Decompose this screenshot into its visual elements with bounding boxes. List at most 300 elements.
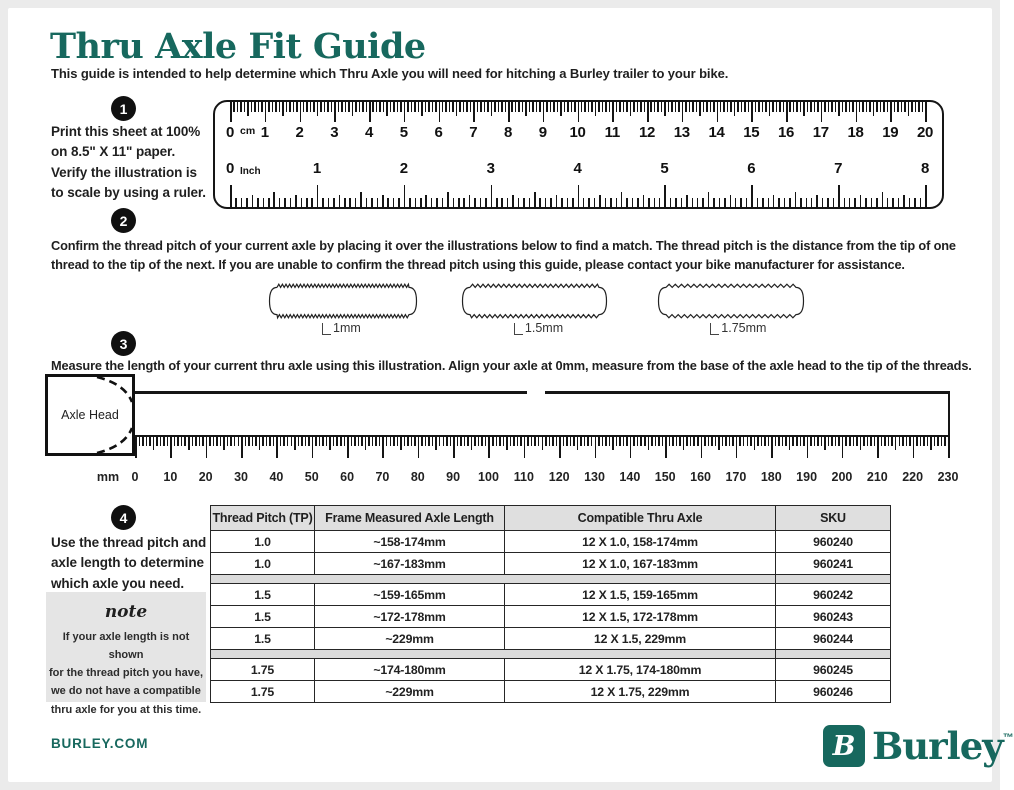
axle-tick bbox=[453, 437, 455, 458]
inch-tick bbox=[246, 198, 248, 207]
cm-tick bbox=[588, 102, 590, 112]
cm-tick bbox=[567, 102, 569, 112]
cm-tick bbox=[529, 102, 531, 112]
inch-tick bbox=[550, 198, 552, 207]
cm-tick bbox=[261, 102, 263, 112]
axle-tick bbox=[902, 437, 904, 446]
cm-tick bbox=[862, 102, 864, 112]
cm-tick bbox=[445, 102, 447, 112]
cm-tick bbox=[505, 102, 507, 112]
axle-tick bbox=[340, 437, 342, 446]
cm-tick bbox=[345, 102, 347, 112]
axle-number: 20 bbox=[198, 470, 213, 484]
axle-tick bbox=[573, 437, 575, 446]
step-4-text: Use the thread pitch and axle length to determine which axle you need. bbox=[51, 535, 207, 591]
axle-tick bbox=[810, 437, 812, 446]
inch-tick bbox=[355, 198, 357, 207]
inch-tick bbox=[268, 198, 270, 207]
cm-tick bbox=[786, 102, 788, 122]
table-cell: 960242 bbox=[776, 584, 891, 606]
axle-tick bbox=[421, 437, 423, 446]
inch-tick bbox=[719, 198, 721, 207]
axle-tick bbox=[209, 437, 211, 446]
cm-tick bbox=[699, 102, 701, 116]
cm-tick bbox=[737, 102, 739, 112]
inch-number: 4 bbox=[573, 160, 582, 177]
cm-tick bbox=[817, 102, 819, 112]
cm-tick bbox=[644, 102, 646, 112]
axle-tick bbox=[372, 437, 374, 446]
cm-tick bbox=[856, 102, 858, 122]
cm-tick bbox=[630, 102, 632, 116]
inch-tick bbox=[746, 198, 748, 207]
cm-number: 17 bbox=[812, 124, 829, 141]
inch-tick bbox=[474, 198, 476, 207]
inch-tick bbox=[328, 198, 330, 207]
cm-tick bbox=[369, 102, 371, 122]
cm-tick bbox=[553, 102, 555, 112]
cm-tick bbox=[897, 102, 899, 112]
axle-tick bbox=[400, 437, 402, 450]
axle-tick bbox=[930, 437, 932, 450]
cm-tick bbox=[327, 102, 329, 112]
axle-tick bbox=[648, 437, 650, 450]
cm-tick bbox=[324, 102, 326, 112]
table-header-cell: Thread Pitch (TP) bbox=[211, 506, 315, 531]
axle-tick bbox=[807, 437, 809, 458]
axle-number: 210 bbox=[866, 470, 888, 484]
inch-tick bbox=[534, 192, 536, 207]
inch-tick bbox=[675, 198, 677, 207]
cm-tick bbox=[595, 102, 597, 116]
cm-tick bbox=[511, 102, 513, 112]
cm-tick bbox=[466, 102, 468, 112]
axle-tick bbox=[308, 437, 310, 446]
axle-tick bbox=[411, 437, 413, 446]
inch-tick bbox=[659, 198, 661, 207]
cm-tick bbox=[908, 102, 910, 116]
axle-tick bbox=[739, 437, 741, 446]
cm-tick bbox=[637, 102, 639, 112]
cm-tick bbox=[623, 102, 625, 112]
inch-tick bbox=[458, 198, 460, 207]
cm-tick bbox=[240, 102, 242, 112]
axle-tick bbox=[259, 437, 261, 450]
inch-tick bbox=[420, 198, 422, 207]
inch-tick bbox=[854, 198, 856, 207]
axle-tick bbox=[718, 437, 720, 450]
inch-tick bbox=[909, 198, 911, 207]
cm-tick bbox=[456, 102, 458, 116]
cm-tick bbox=[876, 102, 878, 112]
axle-tick bbox=[683, 437, 685, 450]
cm-number: 10 bbox=[569, 124, 586, 141]
cm-tick bbox=[779, 102, 781, 112]
cm-tick bbox=[901, 102, 903, 112]
inch-tick bbox=[339, 195, 341, 207]
cm-tick bbox=[689, 102, 691, 112]
inch-tick bbox=[436, 198, 438, 207]
axle-tick bbox=[891, 437, 893, 446]
note-text: If your axle length is not shown for the thread pitch you have, we do not have a compatible thru axle for you at this time. bbox=[48, 631, 204, 716]
axle-tick bbox=[623, 437, 625, 446]
axle-tick bbox=[319, 437, 321, 446]
cm-tick bbox=[598, 102, 600, 112]
cm-tick bbox=[584, 102, 586, 112]
axle-tick bbox=[393, 437, 395, 446]
table-header-cell: SKU bbox=[776, 506, 891, 531]
cm-tick bbox=[279, 102, 281, 112]
axle-tick bbox=[754, 437, 756, 450]
inch-tick bbox=[393, 198, 395, 207]
axle-tick bbox=[563, 437, 565, 446]
table-cell: 960245 bbox=[776, 659, 891, 681]
axle-tick bbox=[888, 437, 890, 446]
cm-tick bbox=[609, 102, 611, 112]
cm-tick bbox=[306, 102, 308, 112]
cm-tick bbox=[282, 102, 284, 116]
inch-tick bbox=[795, 192, 797, 207]
cm-tick bbox=[581, 102, 583, 112]
guide-page bbox=[8, 8, 1014, 782]
axle-tick bbox=[273, 437, 275, 446]
axle-tick bbox=[142, 437, 144, 446]
step-3-text: Measure the length of your current thru axle using this illustration. Align your axle at 0mm, measure from the base of the axle head to the tip of the threads. bbox=[51, 358, 972, 373]
website-link[interactable]: BURLEY.COM bbox=[51, 736, 149, 751]
table-cell: 960243 bbox=[776, 606, 891, 628]
cm-tick bbox=[758, 102, 760, 112]
axle-number: 120 bbox=[548, 470, 570, 484]
axle-tick bbox=[913, 437, 915, 458]
cm-number: 6 bbox=[434, 124, 443, 141]
inch-tick bbox=[811, 198, 813, 207]
axle-number: 60 bbox=[340, 470, 355, 484]
inch-tick bbox=[317, 185, 319, 207]
table-spacer-row bbox=[211, 575, 891, 584]
axle-number: 230 bbox=[937, 470, 959, 484]
inch-tick bbox=[594, 198, 596, 207]
axle-tick bbox=[252, 437, 254, 446]
cm-tick bbox=[578, 102, 580, 122]
axle-tick bbox=[294, 437, 296, 450]
axle-tick bbox=[909, 437, 911, 446]
cm-tick bbox=[296, 102, 298, 112]
inch-tick bbox=[637, 198, 639, 207]
cm-tick bbox=[664, 102, 666, 116]
axle-tick bbox=[796, 437, 798, 446]
axle-number: 190 bbox=[796, 470, 818, 484]
axle-tick bbox=[241, 437, 243, 458]
axle-tick bbox=[881, 437, 883, 446]
burley-logo-icon bbox=[823, 725, 865, 767]
inch-number: 8 bbox=[920, 160, 930, 177]
inch-tick bbox=[833, 198, 835, 207]
axle-tick bbox=[213, 437, 215, 446]
cm-tick bbox=[303, 102, 305, 112]
axle-tick bbox=[764, 437, 766, 446]
cm-tick bbox=[515, 102, 517, 112]
table-cell: 12 X 1.0, 158-174mm bbox=[505, 531, 776, 553]
cm-tick bbox=[703, 102, 705, 112]
axle-tick bbox=[457, 437, 459, 446]
cm-number: 15 bbox=[743, 124, 760, 141]
axle-tick bbox=[817, 437, 819, 446]
axle-tick bbox=[478, 437, 480, 446]
inch-tick bbox=[724, 198, 726, 207]
table-cell: 12 X 1.5, 172-178mm bbox=[505, 606, 776, 628]
cm-number: 3 bbox=[330, 124, 339, 141]
step-2-badge: 2 bbox=[111, 208, 136, 233]
axle-tick bbox=[425, 437, 427, 446]
axle-tick bbox=[153, 437, 155, 450]
cm-tick bbox=[275, 102, 277, 112]
axle-tick bbox=[234, 437, 236, 446]
axle-tick bbox=[269, 437, 271, 446]
axle-tick bbox=[407, 437, 409, 446]
axle-tick bbox=[598, 437, 600, 446]
cm-tick bbox=[633, 102, 635, 112]
inch-tick bbox=[491, 185, 493, 207]
cm-tick bbox=[824, 102, 826, 112]
axle-tick bbox=[390, 437, 392, 446]
inch-tick bbox=[382, 195, 384, 207]
axle-tick bbox=[690, 437, 692, 446]
inch-tick bbox=[545, 198, 547, 207]
axle-tick bbox=[800, 437, 802, 446]
inch-tick bbox=[849, 198, 851, 207]
axle-tick bbox=[414, 437, 416, 446]
cm-tick bbox=[762, 102, 764, 112]
axle-tick bbox=[686, 437, 688, 446]
cm-tick bbox=[866, 102, 868, 112]
cm-tick bbox=[390, 102, 392, 112]
cm-number: 19 bbox=[882, 124, 899, 141]
cm-tick bbox=[362, 102, 364, 112]
axle-shaft-end-cap bbox=[948, 391, 951, 437]
axle-tick bbox=[916, 437, 918, 446]
cm-tick bbox=[442, 102, 444, 112]
table-row bbox=[211, 628, 891, 650]
cm-tick bbox=[675, 102, 677, 112]
axle-tick bbox=[446, 437, 448, 446]
cm-tick bbox=[518, 102, 520, 112]
cm-tick bbox=[348, 102, 350, 112]
inch-tick bbox=[740, 198, 742, 207]
axle-tick bbox=[499, 437, 501, 446]
cm-tick bbox=[800, 102, 802, 112]
inch-tick bbox=[816, 195, 818, 207]
cm-tick bbox=[925, 102, 927, 122]
inch-tick bbox=[898, 198, 900, 207]
cm-tick bbox=[425, 102, 427, 112]
cm-tick bbox=[564, 102, 566, 112]
step-1-badge: 1 bbox=[111, 96, 136, 121]
axle-tick bbox=[715, 437, 717, 446]
cm-tick bbox=[904, 102, 906, 112]
cm-tick bbox=[730, 102, 732, 112]
axle-tick bbox=[167, 437, 169, 446]
inch-tick bbox=[708, 192, 710, 207]
cm-tick bbox=[657, 102, 659, 112]
axle-shaft-top-line-right bbox=[545, 391, 950, 394]
inch-tick bbox=[605, 198, 607, 207]
inch-tick bbox=[344, 198, 346, 207]
axle-tick bbox=[524, 437, 526, 458]
cm-tick bbox=[619, 102, 621, 112]
trademark-symbol: ™ bbox=[1002, 732, 1014, 744]
inch-tick bbox=[496, 198, 498, 207]
table-cell: 1.75 bbox=[211, 681, 315, 703]
inch-tick bbox=[713, 198, 715, 207]
table-cell: 1.5 bbox=[211, 628, 315, 650]
inch-number: 5 bbox=[660, 160, 669, 177]
axle-tick bbox=[397, 437, 399, 446]
axle-tick bbox=[559, 437, 561, 458]
axle-tick bbox=[697, 437, 699, 446]
cm-tick bbox=[744, 102, 746, 112]
axle-tick bbox=[336, 437, 338, 446]
axle-tick bbox=[552, 437, 554, 446]
axle-tick bbox=[602, 437, 604, 446]
cm-tick bbox=[400, 102, 402, 112]
inch-tick bbox=[480, 198, 482, 207]
inch-tick bbox=[697, 198, 699, 207]
table-cell: ~159-165mm bbox=[315, 584, 505, 606]
cm-tick bbox=[859, 102, 861, 112]
axle-tick bbox=[771, 437, 773, 458]
axle-tick bbox=[835, 437, 837, 446]
table-cell: 12 X 1.0, 167-183mm bbox=[505, 553, 776, 575]
inch-tick bbox=[290, 198, 292, 207]
note-box bbox=[46, 592, 206, 716]
table-cell: ~167-183mm bbox=[315, 553, 505, 575]
inch-unit-label: Inch bbox=[240, 166, 261, 177]
axle-tick bbox=[867, 437, 869, 446]
axle-tick bbox=[386, 437, 388, 446]
axle-tick bbox=[944, 437, 946, 446]
inch-tick bbox=[702, 198, 704, 207]
table-cell: 1.5 bbox=[211, 584, 315, 606]
axle-tick bbox=[747, 437, 749, 446]
axle-tick bbox=[814, 437, 816, 446]
axle-tick bbox=[651, 437, 653, 446]
axle-tick bbox=[934, 437, 936, 446]
axle-tick bbox=[775, 437, 777, 446]
axle-tick bbox=[255, 437, 257, 446]
inch-tick bbox=[865, 198, 867, 207]
axle-tick bbox=[884, 437, 886, 446]
axle-tick bbox=[181, 437, 183, 446]
axle-tick bbox=[488, 437, 490, 458]
cm-number: 12 bbox=[638, 124, 656, 141]
axle-tick bbox=[301, 437, 303, 446]
logo-letter: B bbox=[832, 730, 856, 762]
inch-tick bbox=[578, 185, 580, 207]
cm-tick bbox=[772, 102, 774, 112]
axle-tick bbox=[443, 437, 445, 446]
axle-tick bbox=[375, 437, 377, 446]
axle-tick bbox=[662, 437, 664, 446]
inch-tick bbox=[523, 198, 525, 207]
inch-tick bbox=[398, 198, 400, 207]
axle-tick bbox=[471, 437, 473, 450]
axle-tick bbox=[365, 437, 367, 450]
cm-tick bbox=[386, 102, 388, 116]
axle-tick bbox=[496, 437, 498, 446]
inch-tick bbox=[425, 195, 427, 207]
axle-tick bbox=[655, 437, 657, 446]
axle-tick bbox=[658, 437, 660, 446]
cm-tick bbox=[491, 102, 493, 116]
cm-tick bbox=[331, 102, 333, 112]
table-cell: ~158-174mm bbox=[315, 531, 505, 553]
logo-wordmark: Burley bbox=[872, 724, 1003, 768]
axle-tick bbox=[492, 437, 494, 446]
cm-tick bbox=[849, 102, 851, 112]
inch-tick bbox=[230, 185, 232, 207]
cm-number: 14 bbox=[708, 124, 725, 141]
table-cell: 960240 bbox=[776, 531, 891, 553]
cm-tick bbox=[720, 102, 722, 112]
axle-tick bbox=[785, 437, 787, 446]
axle-tick bbox=[139, 437, 141, 446]
note-title: note bbox=[104, 602, 148, 622]
axle-tick bbox=[792, 437, 794, 446]
table-row bbox=[211, 553, 891, 575]
table-cell: 12 X 1.5, 159-165mm bbox=[505, 584, 776, 606]
cm-tick bbox=[522, 102, 524, 112]
axle-number: 30 bbox=[234, 470, 248, 484]
table-cell: 12 X 1.75, 174-180mm bbox=[505, 659, 776, 681]
cm-tick bbox=[807, 102, 809, 112]
axle-tick bbox=[566, 437, 568, 446]
inch-tick bbox=[892, 198, 894, 207]
inch-tick bbox=[648, 198, 650, 207]
cm-tick bbox=[776, 102, 778, 112]
axle-tick bbox=[899, 437, 901, 446]
axle-tick bbox=[531, 437, 533, 446]
table-cell: ~172-178mm bbox=[315, 606, 505, 628]
axle-tick bbox=[174, 437, 176, 446]
cm-tick bbox=[546, 102, 548, 112]
inch-tick bbox=[306, 198, 308, 207]
inch-tick bbox=[301, 198, 303, 207]
thread-pitch-label: 1mm bbox=[322, 321, 361, 335]
table-cell: 960246 bbox=[776, 681, 891, 703]
inch-tick bbox=[822, 198, 824, 207]
inch-tick bbox=[447, 192, 449, 207]
thread-profile bbox=[268, 283, 418, 319]
inch-tick bbox=[860, 195, 862, 207]
table-cell: ~174-180mm bbox=[315, 659, 505, 681]
cm-tick bbox=[539, 102, 541, 112]
axle-number: 160 bbox=[690, 470, 711, 484]
cm-number: 9 bbox=[538, 124, 547, 141]
cm-tick bbox=[723, 102, 725, 112]
axle-tick bbox=[616, 437, 618, 446]
axle-tick bbox=[177, 437, 179, 446]
cm-tick bbox=[233, 102, 235, 112]
axle-tick bbox=[828, 437, 830, 446]
axle-tick bbox=[768, 437, 770, 446]
axle-tick bbox=[464, 437, 466, 446]
pitch-bracket-icon bbox=[322, 323, 331, 335]
axle-tick bbox=[856, 437, 858, 446]
axle-tick bbox=[542, 437, 544, 450]
axle-tick bbox=[605, 437, 607, 446]
cm-tick bbox=[432, 102, 434, 112]
cm-tick bbox=[769, 102, 771, 116]
